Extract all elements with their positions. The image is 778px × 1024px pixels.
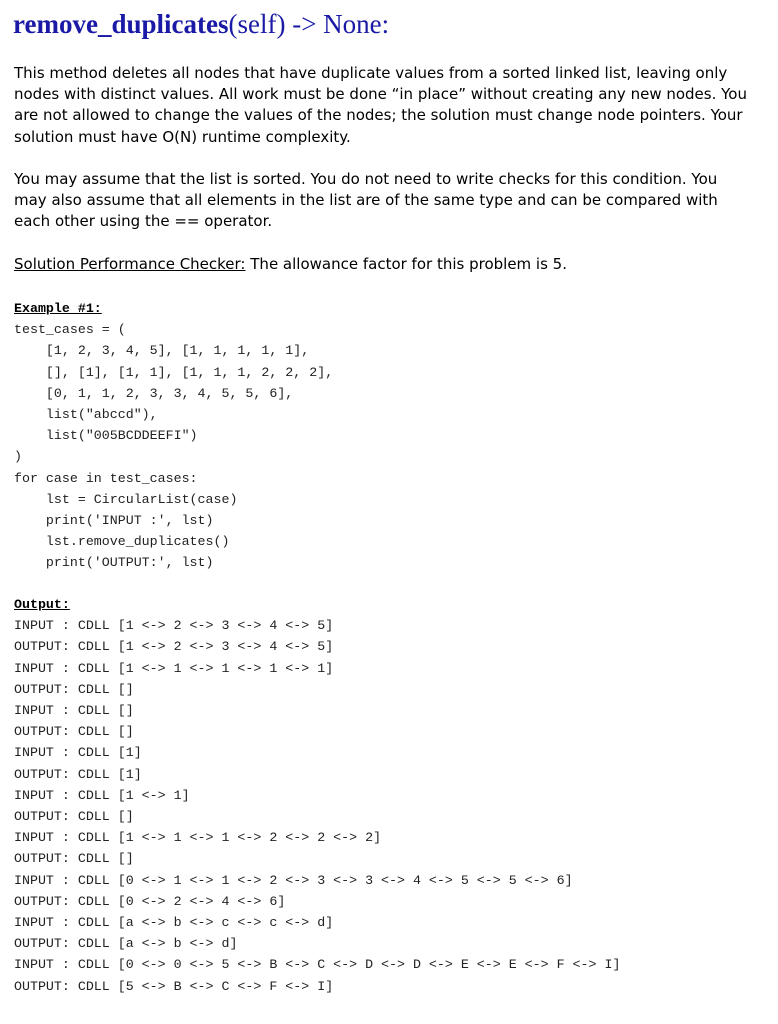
method-params: (self) -> None:	[228, 9, 390, 39]
performance-checker-label: Solution Performance Checker:	[14, 255, 246, 273]
performance-checker-note	[14, 254, 754, 275]
method-signature-title	[13, 6, 389, 42]
output-lines: INPUT : CDLL [1 <-> 2 <-> 3 <-> 4 <-> 5] OUTPUT: CDLL [1 <-> 2 <-> 3 <-> 4 <-> 5] INPUT : CDLL [1 <-> 1 <-> 1 <-> 1 <-> 1] OUTPUT: CDLL [] INPUT : CDLL [] OUTPUT: CDLL [] INPUT : CDLL [1] OUTPUT: CDLL [1] INPUT : CDLL [1 <-> 1] OUTPUT: CDLL [] INPUT : CDLL [1 <-> 1 <-> 1 <-> 2 <-> 2 <-> 2] OUTPUT: CDLL [] INPUT : CDLL [0 <-> 1 <-> 1 <-> 2 <-> 3 <-> 3 <-> 4 <-> 5 <-> 5 <-> 6] OUTPUT: CDLL [0 <-> 2 <-> 4 <-> 6] INPUT : CDLL [a <-> b <-> c <-> c <-> d] OUTPUT: CDLL [a <-> b <-> d] INPUT : CDLL [0 <-> 0 <-> 5 <-> B <-> C <-> D <-> D <-> E <-> E <-> F <-> I] OUTPUT: CDLL [5 <-> B <-> C <-> F <-> I]	[14, 618, 621, 994]
performance-checker-text: The allowance factor for this problem is 5.	[245, 255, 567, 273]
example-code-block	[14, 298, 333, 574]
example-label: Example #1:	[14, 301, 102, 316]
method-description: This method deletes all nodes that have duplicate values from a sorted linked list, leaving only nodes with distinct values. All work must be done “in place” without creating any new nodes. You are not allowed to change the values of the nodes; the solution must change node pointers. Your solution must have O(N) runtime complexity.	[14, 64, 747, 146]
method-name: remove_duplicates	[13, 9, 229, 39]
output-block	[14, 594, 620, 997]
output-label: Output:	[14, 597, 70, 612]
assumptions-paragraph: You may assume that the list is sorted. You do not need to write checks for this condition. You may also assume that all elements in the list are of the same type and can be compared with each other using the == operator.	[14, 170, 718, 231]
example-code: test_cases = ( [1, 2, 3, 4, 5], [1, 1, 1, 1, 1], [], [1], [1, 1], [1, 1, 1, 2, 2, 2], [0, 1, 1, 2, 3, 3, 4, 5, 5, 6], list("abccd"), list("005BCDDEEFI") ) for case in test_cases: lst = CircularList(case) print('INPUT :', lst) lst.remove_duplicates() print('OUTPUT:', lst)	[14, 322, 334, 571]
